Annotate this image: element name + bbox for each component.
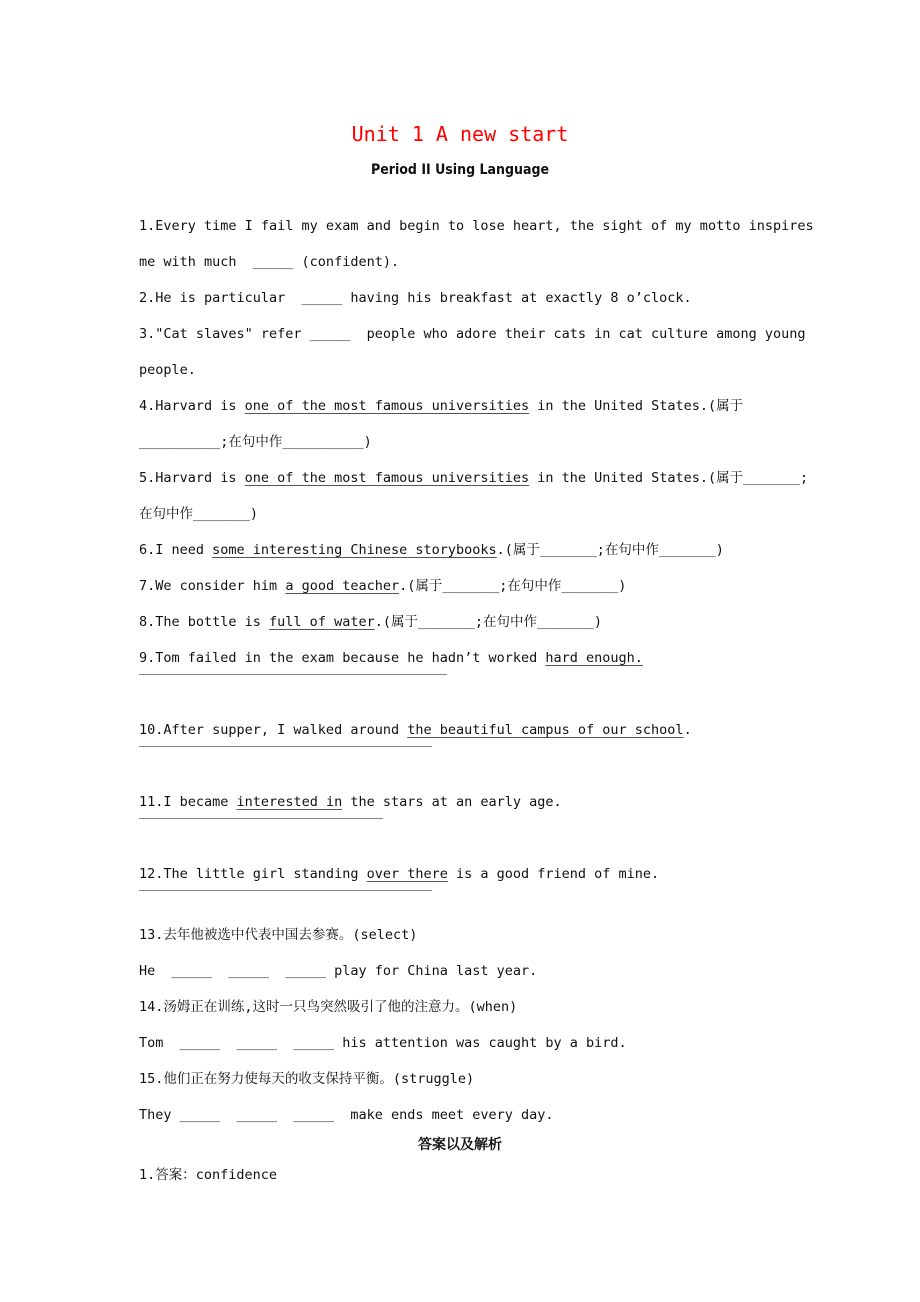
text-line bbox=[139, 466, 819, 502]
text-segment: in the United States.(属于 bbox=[529, 398, 744, 414]
text-segment: .(属于_______;在句中作_______) bbox=[374, 614, 603, 630]
text-line bbox=[139, 574, 819, 610]
underlined-phrase: one of the most famous universities bbox=[244, 470, 530, 486]
answer-rule bbox=[139, 682, 819, 718]
answer-rule bbox=[139, 826, 819, 862]
text-line bbox=[139, 358, 819, 394]
text-segment: .(属于_______;在句中作_______) bbox=[496, 542, 724, 558]
underlined-phrase: one of the most famous universities bbox=[244, 398, 530, 414]
text-line bbox=[139, 538, 819, 574]
text-segment: is a good friend of mine. bbox=[447, 866, 660, 882]
text-segment: 答案以及解析 bbox=[418, 1137, 502, 1153]
text-segment: 3."Cat slaves" refer _____ people who adore their cats in cat culture among young bbox=[139, 326, 806, 342]
text-line bbox=[139, 322, 819, 358]
text-line bbox=[139, 923, 819, 959]
text-segment: They _____ _____ _____ make ends meet every day. bbox=[139, 1107, 554, 1123]
answer-rule bbox=[139, 898, 819, 923]
document-subtitle: Period II Using Language bbox=[370, 162, 550, 178]
text-line bbox=[139, 1031, 819, 1067]
text-segment: 1.Every time I fail my exam and begin to lose heart, the sight of my motto inspires bbox=[139, 218, 814, 234]
text-line bbox=[139, 862, 819, 898]
underlined-phrase: interested in bbox=[236, 794, 343, 810]
answer-line bbox=[139, 674, 447, 675]
text-line bbox=[139, 430, 819, 466]
answer-rule bbox=[139, 754, 819, 790]
underlined-phrase: hard enough. bbox=[545, 650, 643, 666]
text-segment: 6.I need bbox=[139, 542, 213, 558]
text-line bbox=[139, 646, 819, 682]
text-segment: 5.Harvard is bbox=[139, 470, 245, 486]
text-segment: 15.他们正在努力使每天的收支保持平衡。(struggle) bbox=[139, 1071, 475, 1087]
text-segment: 7.We consider him bbox=[139, 578, 286, 594]
exercise-body bbox=[139, 214, 819, 1199]
text-line bbox=[139, 790, 819, 826]
text-segment: 10.After supper, I walked around bbox=[139, 722, 408, 738]
text-line bbox=[139, 250, 819, 286]
text-line bbox=[139, 1163, 819, 1199]
text-line bbox=[139, 610, 819, 646]
text-line bbox=[139, 959, 819, 995]
underlined-phrase: a good teacher bbox=[285, 578, 400, 594]
text-line bbox=[139, 214, 819, 250]
underlined-phrase: the beautiful campus of our school bbox=[407, 722, 684, 738]
text-segment: He _____ _____ _____ play for China last year. bbox=[139, 963, 538, 979]
text-line bbox=[139, 1103, 819, 1133]
text-segment: .(属于_______;在句中作_______) bbox=[399, 578, 627, 594]
underlined-phrase: full of water bbox=[269, 614, 375, 630]
text-segment: me with much _____ (confident). bbox=[139, 254, 400, 270]
text-line bbox=[139, 995, 819, 1031]
text-segment: . bbox=[683, 722, 692, 738]
text-segment: 在句中作_______) bbox=[139, 506, 259, 522]
document-title: Unit 1 A new start bbox=[351, 122, 569, 146]
answer-line bbox=[139, 746, 432, 747]
text-line bbox=[139, 394, 819, 430]
text-line bbox=[139, 1067, 819, 1103]
text-segment: 4.Harvard is bbox=[139, 398, 245, 414]
answer-heading bbox=[139, 1133, 781, 1163]
text-segment: 13.去年他被选中代表中国去参赛。(select) bbox=[139, 927, 418, 943]
text-segment: 12.The little girl standing bbox=[139, 866, 367, 882]
text-line bbox=[139, 502, 819, 538]
text-segment: __________;在句中作__________) bbox=[139, 434, 372, 450]
text-segment: 1.答案：confidence bbox=[139, 1167, 278, 1183]
text-segment: the stars at an early age. bbox=[342, 794, 562, 810]
answer-line bbox=[139, 818, 383, 819]
text-segment: Tom _____ _____ _____ his attention was caught by a bird. bbox=[139, 1035, 627, 1051]
text-line bbox=[139, 718, 819, 754]
text-segment: people. bbox=[139, 362, 196, 378]
text-segment: in the United States.(属于_______; bbox=[529, 470, 809, 486]
text-segment: 8.The bottle is bbox=[139, 614, 270, 630]
text-segment: 9.Tom failed in the exam because he hadn’t worked bbox=[139, 650, 546, 666]
answer-line bbox=[139, 890, 432, 891]
text-line bbox=[139, 286, 819, 322]
text-segment: 14.汤姆正在训练,这时一只鸟突然吸引了他的注意力。(when) bbox=[139, 999, 518, 1015]
text-segment: 11.I became bbox=[139, 794, 237, 810]
text-segment: 2.He is particular _____ having his breakfast at exactly 8 o’clock. bbox=[139, 290, 692, 306]
underlined-phrase: over there bbox=[366, 866, 448, 882]
underlined-phrase: some interesting Chinese storybooks bbox=[212, 542, 497, 558]
